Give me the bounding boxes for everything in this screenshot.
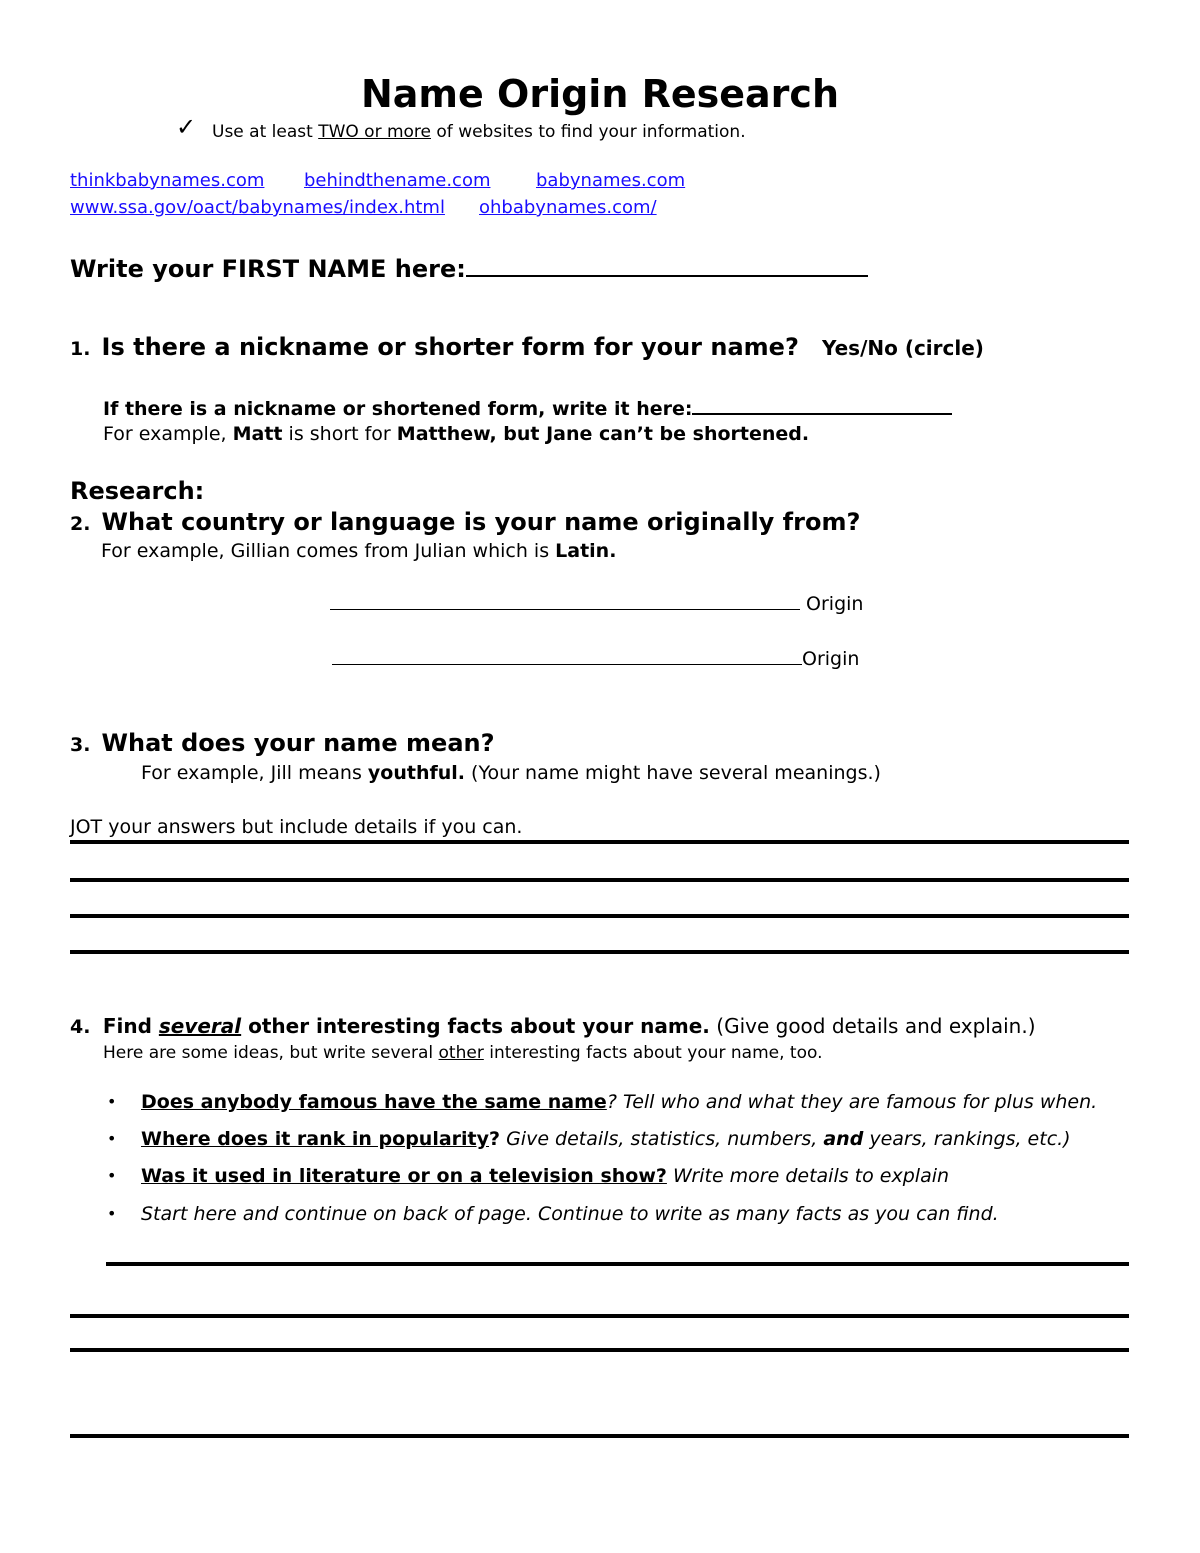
- bullet-item: Start here and continue on back of page. Continue to write as many facts as you can find.: [141, 1203, 999, 1225]
- question-4-text-b: several: [158, 1014, 242, 1038]
- instruction-text: [212, 121, 746, 143]
- nickname-line: [103, 393, 952, 420]
- answer-line[interactable]: [70, 1314, 1129, 1318]
- link-ssa[interactable]: www.ssa.gov/oact/babynames/index.html: [70, 197, 445, 218]
- question-4-number: 4.: [70, 1016, 91, 1038]
- bullet-item: [141, 1127, 1071, 1151]
- nickname-example: [103, 421, 809, 447]
- origin-blank-1[interactable]: [330, 591, 800, 610]
- question-1-number: 1.: [70, 338, 91, 360]
- checkmark-icon: ✓: [176, 113, 197, 141]
- meaning-example-c: (Your name might have several meanings.): [465, 762, 881, 784]
- first-name-blank[interactable]: [466, 253, 868, 277]
- bullet-item: [141, 1164, 949, 1188]
- link-babynames[interactable]: babynames.com: [536, 170, 686, 191]
- bullet-2-mid: ?: [489, 1128, 501, 1150]
- origin-line-1: [330, 591, 863, 617]
- ideas-c: interesting facts about your name, too.: [483, 1043, 823, 1063]
- origin-line-2: [332, 646, 859, 672]
- meaning-example-b: youthful.: [367, 762, 465, 784]
- bullet-1-rest: ? Tell who and what they are famous for plus when.: [606, 1091, 1098, 1113]
- question-2: [70, 507, 860, 537]
- link-ohbabynames[interactable]: ohbabynames.com/: [479, 197, 657, 218]
- bullet-item: [141, 1090, 1097, 1114]
- link-behindthename[interactable]: behindthename.com: [304, 170, 491, 191]
- ideas-a: Here are some ideas, but write several: [103, 1043, 439, 1063]
- question-3: [70, 728, 495, 758]
- first-name-prompt: Write your FIRST NAME here:: [70, 255, 466, 283]
- bullet-2-italic-b: years, rankings, etc.): [863, 1128, 1071, 1150]
- question-1: [70, 332, 984, 362]
- jot-instruction: JOT your answers but include details if you can.: [70, 816, 523, 838]
- bullet-1-bold: Does anybody famous have the same name: [141, 1091, 607, 1113]
- nickname-example-b: Matt: [232, 423, 283, 445]
- origin-example-a: For example, Gillian comes from Julian which is: [101, 540, 556, 562]
- nickname-example-a: For example,: [103, 423, 233, 445]
- nickname-blank[interactable]: [692, 393, 952, 415]
- origin-label-2: Origin: [802, 648, 860, 670]
- question-3-number: 3.: [70, 734, 91, 756]
- question-4-text-a: Find: [102, 1014, 159, 1038]
- answer-line[interactable]: [70, 1434, 1129, 1438]
- answer-line[interactable]: [70, 840, 1129, 844]
- answer-line[interactable]: [70, 1348, 1129, 1352]
- origin-blank-2[interactable]: [332, 646, 802, 665]
- page-title: Name Origin Research: [360, 72, 839, 116]
- bullet-3-bold: Was it used in literature or on a television show?: [141, 1165, 667, 1187]
- bullet-3-rest: Write more details to explain: [666, 1165, 950, 1187]
- meaning-example: [141, 760, 881, 786]
- nickname-example-d: Matthew, but Jane can’t be shortened.: [396, 423, 810, 445]
- bullet-icon: •: [107, 1129, 117, 1148]
- question-4-text-c: other interesting facts about your name.: [241, 1014, 710, 1038]
- first-name-line: [70, 253, 868, 284]
- instruction-post: of websites to find your information.: [431, 122, 746, 142]
- question-2-text: What country or language is your name originally from?: [101, 508, 861, 536]
- link-thinkbabynames[interactable]: thinkbabynames.com: [70, 170, 265, 191]
- question-4: [70, 1013, 1036, 1040]
- origin-example: [101, 538, 616, 564]
- bullet-2-bold: Where does it rank in popularity: [141, 1128, 490, 1150]
- yes-no-options[interactable]: Yes/No (circle): [821, 336, 984, 360]
- bullet-2-italic-a: Give details, statistics, numbers,: [500, 1128, 824, 1150]
- instruction-pre: Use at least: [212, 122, 319, 142]
- question-2-number: 2.: [70, 513, 91, 535]
- answer-line[interactable]: [106, 1262, 1129, 1266]
- nickname-example-c: is short for: [282, 423, 397, 445]
- meaning-example-a: For example, Jill means: [141, 762, 368, 784]
- answer-line[interactable]: [70, 950, 1129, 954]
- ideas-b: other: [438, 1043, 484, 1063]
- answer-line[interactable]: [70, 914, 1129, 918]
- bullet-icon: •: [107, 1166, 117, 1185]
- question-3-text: What does your name mean?: [101, 729, 495, 757]
- origin-example-b: Latin.: [555, 540, 617, 562]
- ideas-text: [103, 1042, 822, 1064]
- question-4-text-d: (Give good details and explain.): [709, 1014, 1036, 1038]
- origin-label-1: Origin: [800, 593, 864, 615]
- question-1-text: Is there a nickname or shorter form for your name?: [101, 333, 799, 361]
- bullet-icon: •: [107, 1204, 117, 1223]
- bullet-2-bold-italic: and: [823, 1128, 864, 1150]
- research-heading: Research:: [70, 477, 205, 505]
- answer-line[interactable]: [70, 878, 1129, 882]
- nickname-prompt: If there is a nickname or shortened form, write it here:: [103, 398, 693, 420]
- bullet-icon: •: [107, 1092, 117, 1111]
- instruction-underlined: TWO or more: [318, 122, 431, 142]
